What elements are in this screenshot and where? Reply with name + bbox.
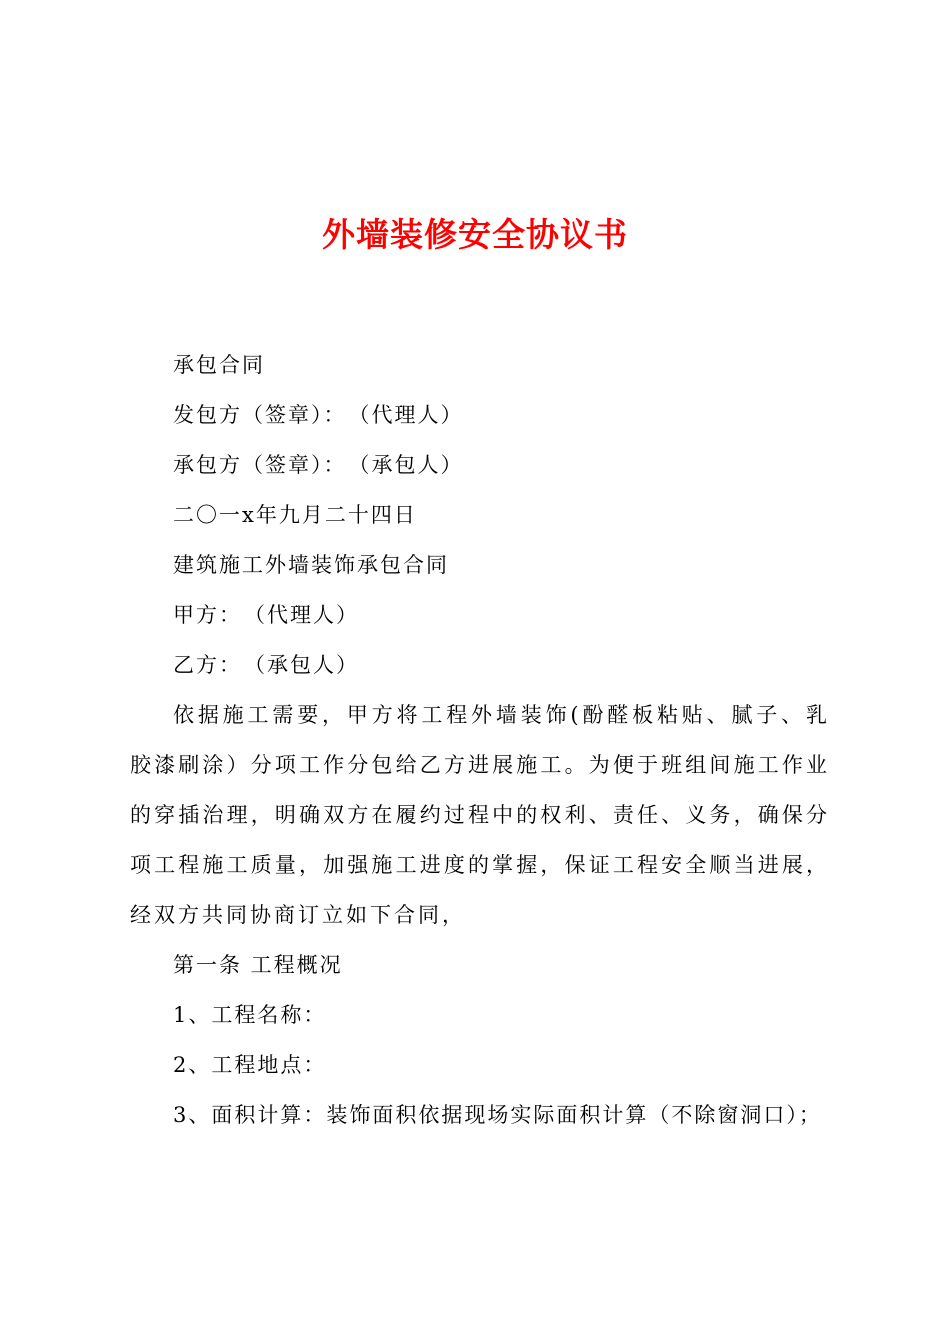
paragraph-issuer-signature: 发包方（签章）： （代理人） <box>173 403 464 427</box>
document-body <box>130 340 830 1140</box>
paragraph-contractor-signature: 承包方（签章）： （承包人） <box>173 453 464 477</box>
document-title: 外墙装修安全协议书 <box>322 215 628 254</box>
paragraph-project-name: 1、工程名称： <box>173 1003 327 1027</box>
paragraph-date: 二〇一x年九月二十四日 <box>173 503 417 527</box>
paragraph-article-one: 第一条 工程概况 <box>173 953 343 977</box>
paragraph-party-b: 乙方： （承包人） <box>173 653 359 677</box>
paragraph-area-calculation: 3、面积计算：装饰面积依据现场实际面积计算（不除窗洞口）； <box>173 1103 822 1127</box>
paragraph-party-a: 甲方： （代理人） <box>173 603 359 627</box>
paragraph-contract-heading: 承包合同 <box>173 353 265 377</box>
paragraph-contract-name: 建筑施工外墙装饰承包合同 <box>173 553 449 577</box>
paragraph-project-location: 2、工程地点： <box>173 1053 327 1077</box>
paragraph-preamble: 依据施工需要，甲方将工程外墙装饰(酚醛板粘贴、腻子、乳胶漆刷涂）分项工作分包给乙方进展施工。为便于班组间施工作业的穿插治理，明确双方在履约过程中的权利、责任、义务，确保分项工程施工质量，加强施工进度的掌握，保证工程安全顺当进展，经双方共同协商订立如下合同， <box>130 703 830 927</box>
